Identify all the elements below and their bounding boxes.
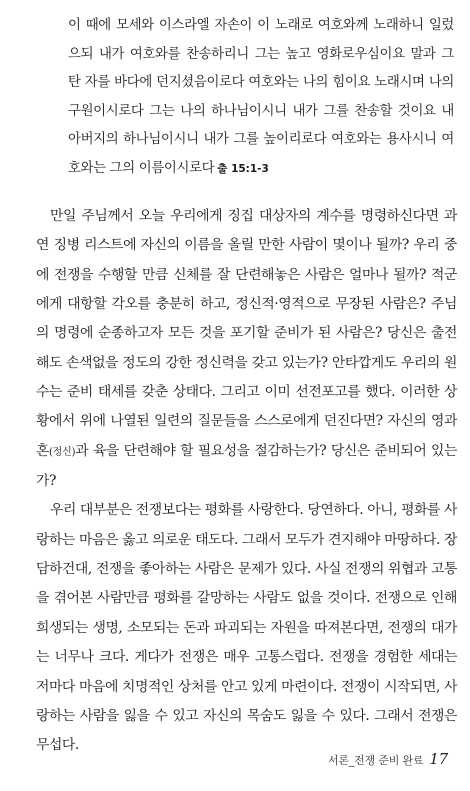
page-number: 17 [429,750,448,768]
scripture-quote [68,12,454,184]
paragraph-1-text-b: 과 육을 단련해야 할 필요성을 절감하는가? 당신은 준비되어 있는가? [36,442,457,490]
running-footer-title: 서론_전쟁 준비 완료 [328,754,424,767]
scripture-quote-text: 이 때에 모세와 이스라엘 자손이 이 노래로 여호와께 노래하니 일렀으되 내가 여호와를 찬송하리니 그는 높고 영화로우심이요 말과 그 탄 자를 바다에 던지셨음이로다 여호와는 나의 힘이요 노래시며 나의 구원이시로다 그는 나의 하나님이시니 내가 그를 찬송할 것이요 내 아버지의 하나님이시니 내가 그를 높이리로다 여호와는 용사시니 여호와는 그의 이름이시로다 [68,18,454,176]
paragraph-1 [36,202,457,496]
body-text [36,202,457,761]
scripture-reference: 출 15:1-3 [217,162,269,175]
page-footer [328,750,448,768]
paragraph-1-annotation: (정신) [48,446,76,458]
paragraph-2: 우리 대부분은 전쟁보다는 평화를 사랑한다. 당연하다. 아니, 평화를 사랑하는 마음은 옳고 의로운 태도다. 그래서 모두가 견지해야 마땅하다. 장담하건대, 전쟁을 좋아하는 사람은 문제가 있다. 사실 전쟁의 위협과 고통을 겪어본 사람만큼 평화를 갈망하는 사람도 없을 것이다. 전쟁으로 인해 희생되는 생명, 소모되는 돈과 파괴되는 자원을 따져본다면, 전쟁의 대가는 너무나 크다. 게다가 전쟁은 매우 고통스럽다. 전쟁을 경험한 세대는 저마다 마음에 치명적인 상처를 안고 있게 마련이다. 전쟁이 시작되면, 사랑하는 사람을 잃을 수 있고 자신의 목숨도 잃을 수 있다. 그래서 전쟁은 무섭다. [36,502,457,754]
paragraph-1-text-a: 만일 주님께서 오늘 우리에게 징집 대상자의 계수를 명령하신다면 과연 징병 리스트에 자신의 이름을 올릴 만한 사람이 몇이나 될까? 우리 중에 전쟁을 수행할 만큼 신체를 잘 단련해놓은 사람은 얼마나 될까? 적군에게 대항할 각오를 충분히 하고, 정신적·영적으로 무장된 사람은? 주님의 명령에 순종하고자 모든 것을 포기할 준비가 된 사람은? 당신은 출전해도 손색없을 정도의 강한 정신력을 갖고 있는가? 안타깝게도 우리의 원수는 준비 태세를 갖춘 상태다. 그리고 이미 선전포고를 했다. 이러한 상황에서 위에 나열된 일련의 질문들을 스스로에게 던진다면? 자신의 영과 혼 [36,208,457,459]
